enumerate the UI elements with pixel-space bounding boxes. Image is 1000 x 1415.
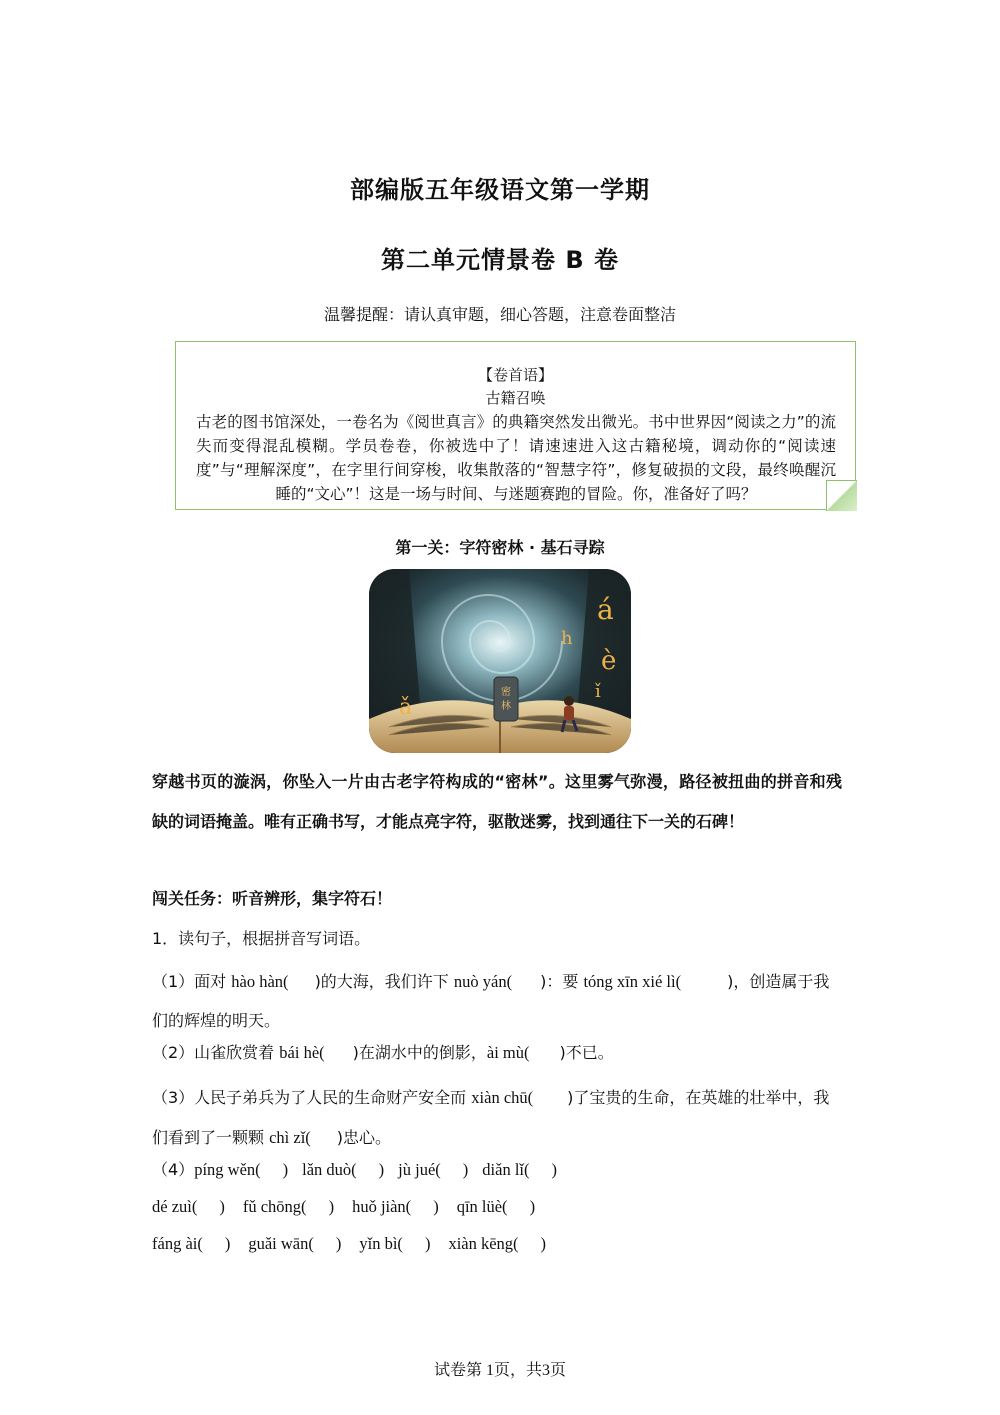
pinyin-prompt: guǎi wān( (248, 1234, 314, 1253)
task-heading: 闯关任务：听音辨形，集字符石！ (152, 889, 393, 908)
pinyin-prompt: hào hàn( (231, 972, 289, 991)
pinyin-prompt: tóng xīn xié lì( (583, 972, 682, 991)
stone-label-top: 密 (501, 687, 511, 698)
pinyin-prompt: chì zǐ( (269, 1128, 311, 1147)
pinyin-prompt: ài mù( (486, 1043, 530, 1062)
scene-illustration (369, 569, 631, 753)
word-row-1: （4）píng wěn( ) lǎn duò( ) jù jué( ) diǎn lǐ( ) (152, 1160, 557, 1179)
word-row-2: dé zuì( ) fǔ chōng( ) huǒ jiàn( ) qīn lüè( ) (152, 1197, 536, 1216)
pinyin-prompt: xiàn kēng( (448, 1234, 519, 1253)
pinyin-prompt: bái hè( (279, 1043, 325, 1062)
page-curl-decoration (826, 480, 857, 511)
stone-label-bottom: 林 (501, 701, 511, 712)
pinyin-prompt: píng wěn( (194, 1160, 261, 1179)
preface-box (175, 341, 856, 510)
preface-body: 古老的图书馆深处，一卷名为《阅世真言》的典籍突然发出微光。书中世界因“阅读之力”的流失而变得混乱模糊。学员卷卷，你被选中了！请速速进入这古籍秘境，调动你的“阅读速度”与“理解深度”，在字里行间穿梭，收集散落的“智慧字符”，修复破损的文段，最终唤醒沉睡的“文心”！这是一场与时间、与迷题赛跑的冒险。你，准备好了吗？ (196, 413, 836, 503)
pinyin-prompt: fáng ài( (152, 1234, 203, 1253)
sentence-1: （1）面对 hào hàn( )的大海，我们许下 nuò yán( )：要 tóng xīn xié lì( )，创造属于我们的辉煌的明天。 (152, 972, 830, 1030)
glow-letter: è (601, 646, 617, 676)
pinyin-prompt: lǎn duò( (302, 1160, 357, 1179)
sentence-2: （2）山雀欣赏着 bái hè( )在湖水中的倒影，ài mù( )不已。 (152, 1043, 614, 1062)
preface-subtitle: 古籍召唤 (485, 389, 546, 407)
preface-heading: 【卷首语】 (477, 366, 553, 384)
pinyin-prompt: fǔ chōng( (242, 1197, 307, 1216)
level-intro: 穿越书页的漩涡，你坠入一片由古老字符构成的“密林”。这里雾气弥漫，路径被扭曲的拼音和残缺的词语掩盖。唯有正确书写，才能点亮字符，驱散迷雾，找到通往下一关的石碑！ (152, 772, 842, 831)
question-stem: 1．读句子，根据拼音写词语。 (152, 929, 371, 948)
pinyin-prompt: qīn lüè( (456, 1197, 508, 1216)
glow-letter: ǐ (595, 681, 601, 702)
glow-letter: á (597, 593, 614, 626)
pinyin-prompt: dé zuì( (152, 1197, 198, 1216)
pinyin-prompt: xiàn chū( (471, 1088, 534, 1107)
exam-subtitle: 第二单元情景卷 B 卷 (380, 246, 619, 274)
pinyin-prompt: nuò yán( (453, 972, 513, 991)
pinyin-prompt: huǒ jiàn( (352, 1197, 412, 1216)
glow-letter: h (561, 628, 573, 649)
level-title: 第一关：字符密林 · 基石寻踪 (395, 538, 605, 557)
exam-title: 部编版五年级语文第一学期 (350, 176, 650, 204)
sentence-3: （3）人民子弟兵为了人民的生命财产安全而 xiàn chū( )了宝贵的生命，在英雄的壮举中，我们看到了一颗颗 chì zǐ( )忠心。 (152, 1088, 830, 1147)
reminder-text: 温馨提醒：请认真审题，细心答题，注意卷面整洁 (323, 305, 676, 324)
word-row-3: fáng ài( ) guǎi wān( ) yǐn bì( ) xiàn kēng( ) (152, 1234, 547, 1253)
page-footer: 试卷第 1页，共3页 (433, 1362, 566, 1379)
pinyin-prompt: yǐn bì( (359, 1234, 403, 1253)
pinyin-prompt: jù jué( (398, 1160, 441, 1179)
pinyin-prompt: diǎn lǐ( (482, 1160, 530, 1179)
glow-letter: ǎ (399, 695, 413, 720)
